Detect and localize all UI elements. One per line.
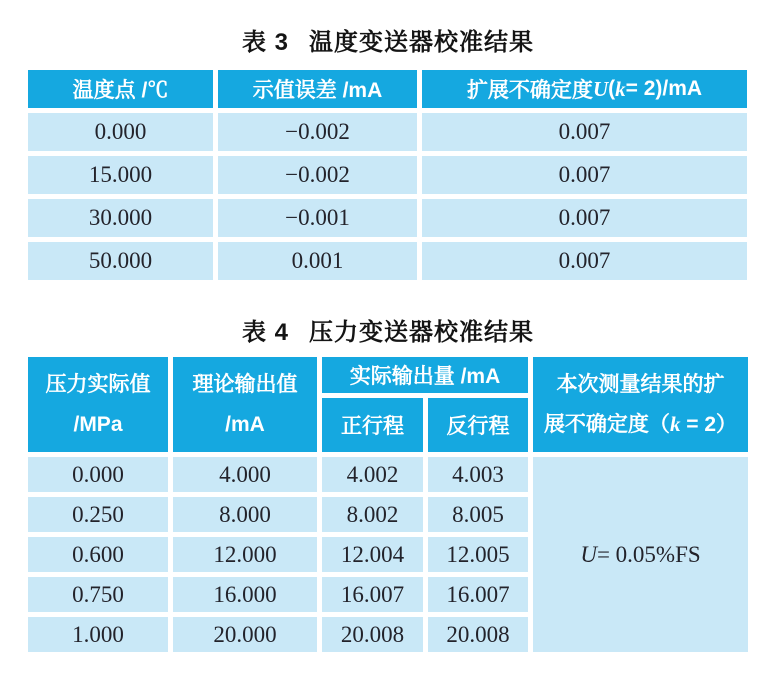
table4-title	[28, 312, 748, 347]
table3-title	[28, 22, 748, 57]
table-cell: −0.001	[218, 199, 417, 237]
table4-uncertainty-pre: 展不确定度（	[543, 412, 670, 436]
table3-header-uncertainty-rest: = 2)/mA	[625, 77, 703, 100]
math-symbol-k: k	[615, 76, 626, 101]
table-cell: 8.002	[322, 497, 423, 532]
table-cell: 30.000	[28, 199, 213, 237]
table4	[28, 357, 748, 652]
math-symbol-k: k	[669, 411, 681, 436]
table-cell: 20.000	[173, 617, 317, 652]
table4-header-theoretical-line2: /mA	[225, 412, 265, 436]
table4-uncertainty-post: = 2）	[680, 412, 738, 436]
table-cell: 8.005	[428, 497, 528, 532]
table4-header-forward: 正行程	[322, 398, 423, 452]
table-cell: 16.007	[322, 577, 423, 612]
table3-title-prefix: 表 3	[241, 29, 289, 56]
table-cell: 0.007	[422, 199, 747, 237]
table-cell: 0.600	[28, 537, 168, 572]
table4-header-theoretical-line1: 理论输出值	[192, 373, 298, 397]
table-cell: 8.000	[173, 497, 317, 532]
table-cell: −0.002	[218, 156, 417, 194]
table3-header-uncertainty-open: (	[608, 77, 616, 100]
table4-header-actual-group: 实际输出量 /mA	[322, 357, 528, 393]
table-cell: 0.007	[422, 242, 747, 280]
table3	[28, 70, 747, 280]
table4-header-theoretical	[173, 357, 317, 452]
table-cell: 15.000	[28, 156, 213, 194]
table4-header-pressure-line2: /MPa	[73, 412, 123, 436]
table-cell: 0.750	[28, 577, 168, 612]
table-cell: 12.000	[173, 537, 317, 572]
table-cell: −0.002	[218, 113, 417, 151]
table4-header-uncertainty-line2	[544, 413, 737, 436]
table-cell: 0.007	[422, 113, 747, 151]
table-cell: 0.250	[28, 497, 168, 532]
math-symbol-u: U	[592, 76, 609, 101]
table-cell: 4.000	[173, 457, 317, 492]
table-cell: 0.001	[218, 242, 417, 280]
table4-header-pressure	[28, 357, 168, 452]
table4-header-reverse: 反行程	[428, 398, 528, 452]
table-cell: 12.005	[428, 537, 528, 572]
table-cell: 20.008	[322, 617, 423, 652]
table3-header-uncertainty-label: 扩展不确定度	[466, 79, 593, 102]
table-cell: 0.000	[28, 113, 213, 151]
table4-title-prefix: 表 4	[241, 319, 289, 346]
table-cell: 0.007	[422, 156, 747, 194]
table-cell: 20.008	[428, 617, 528, 652]
table-cell: 0.000	[28, 457, 168, 492]
table-cell: 16.000	[173, 577, 317, 612]
table3-title-text: 温度变送器校准结果	[309, 29, 534, 56]
table4-header-uncertainty	[533, 357, 748, 452]
table3-header-temperature: 温度点 /℃	[28, 70, 213, 108]
table4-header-pressure-line1: 压力实际值	[45, 373, 151, 397]
table3-header-uncertainty	[422, 70, 747, 108]
table3-header-error: 示值误差 /mA	[218, 70, 417, 108]
table-cell: 4.003	[428, 457, 528, 492]
table-cell: 4.002	[322, 457, 423, 492]
table4-uncertainty-value: = 0.05%FS	[596, 541, 701, 567]
table4-title-text: 压力变送器校准结果	[309, 319, 534, 346]
table4-merged-uncertainty-cell	[533, 457, 748, 652]
table-cell: 50.000	[28, 242, 213, 280]
table-cell: 1.000	[28, 617, 168, 652]
table-cell: 16.007	[428, 577, 528, 612]
math-symbol-u: U	[580, 541, 597, 567]
table-cell: 12.004	[322, 537, 423, 572]
table4-header-uncertainty-line1: 本次测量结果的扩	[556, 373, 725, 397]
